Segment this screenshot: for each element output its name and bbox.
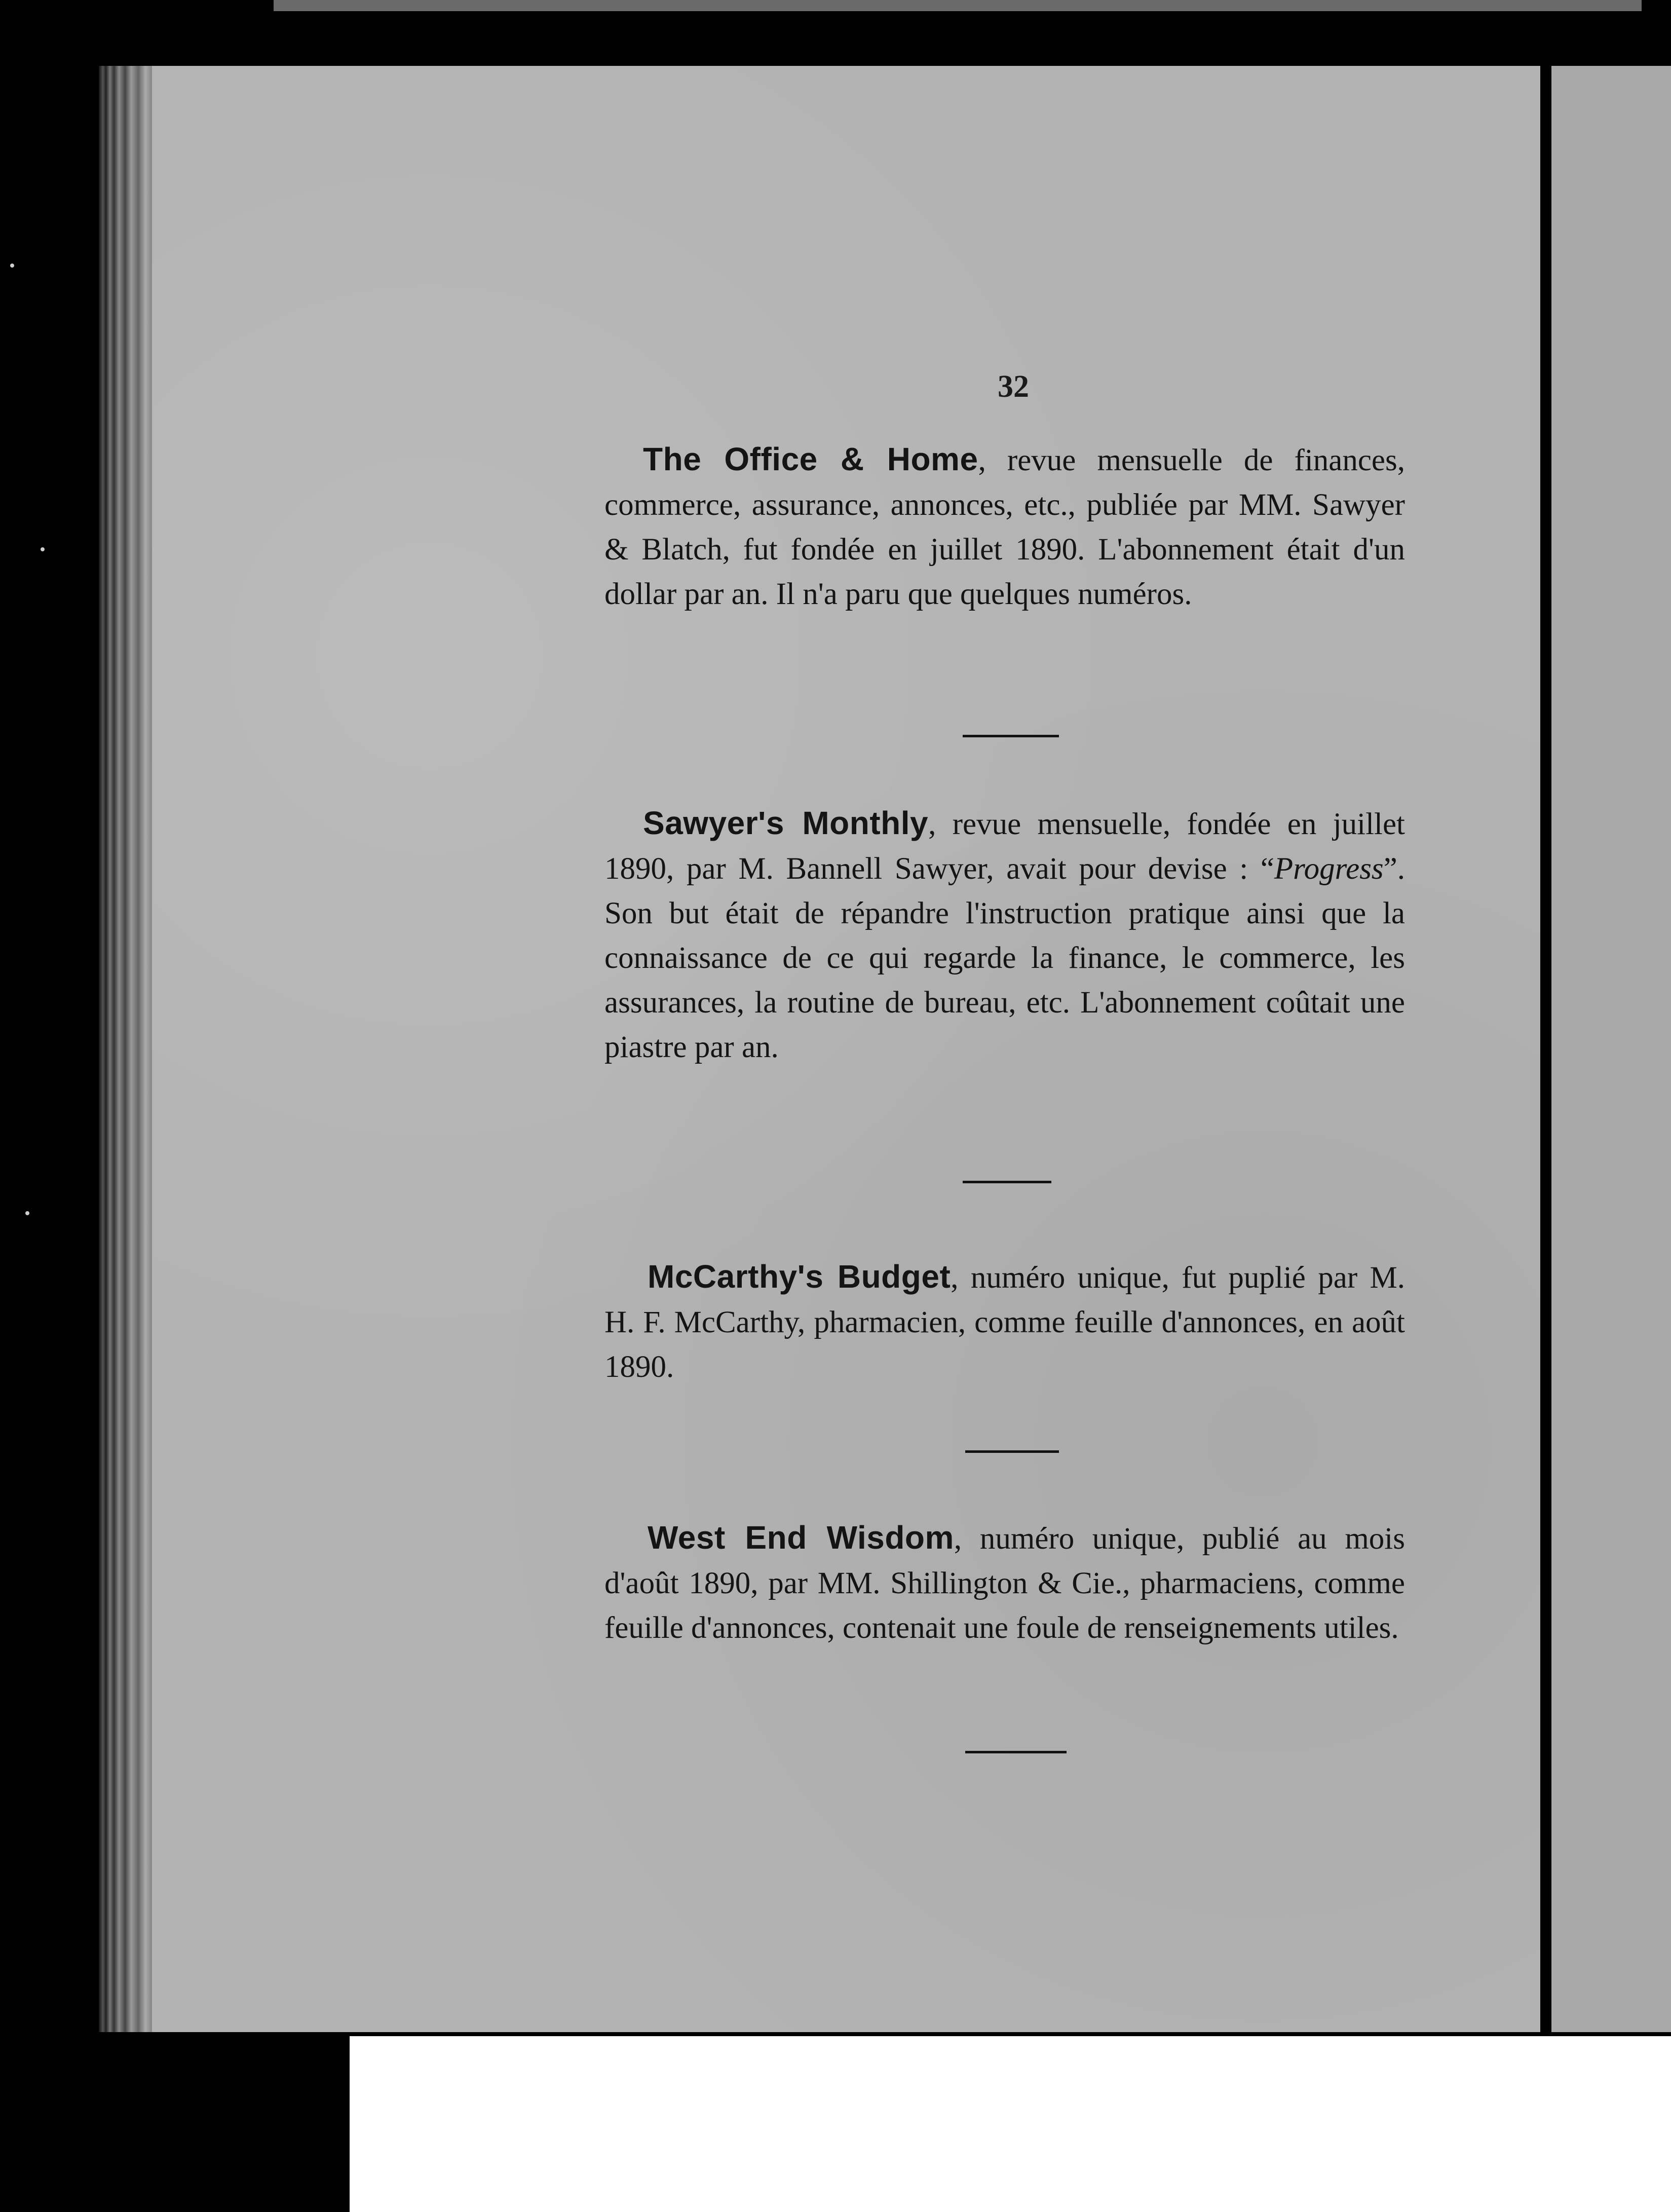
gutter-rule [1540, 66, 1551, 2032]
separator-rule [963, 1181, 1051, 1183]
page-number: 32 [998, 369, 1029, 404]
entry-text: , revue mensuelle, fondée en juillet 1890, par M. Bannell Sawyer, avait pour devise : “ [604, 807, 1406, 886]
separator-rule [965, 1751, 1067, 1753]
entry-title: The Office & Home [643, 441, 978, 477]
separator-rule [963, 735, 1059, 737]
facing-page-edge [1551, 66, 1671, 2032]
entry-text: , numéro unique, publié au mois d'août 1890, par MM. Shillington & Cie., pharmaciens, comme feuille d'annonces, contenait une foule de renseignements utiles. [604, 1522, 1405, 1645]
scan-label-area [350, 2036, 1671, 2212]
entry-sawyers-monthly [604, 801, 1405, 1070]
entry-text: , revue mensuelle de finances, commerce, assurance, annonces, etc., publiée par MM. Sawyer & Blatch, fut fondée en juillet 1890. L'abonnement était d'un dollar par an. Il n'a paru que quelques numéros. [604, 443, 1405, 611]
entry-title: McCarthy's Budget [648, 1258, 951, 1295]
motto: Progress [1274, 852, 1384, 886]
scan-speck [10, 264, 14, 268]
entry-mccarthys-budget [604, 1254, 1405, 1390]
entry-text: , numéro unique, fut puplié par M. H. F. McCarthy, pharmacien, comme feuille d'annonces, en août 1890. [604, 1261, 1406, 1384]
entry-office-home [604, 437, 1405, 617]
entry-text-continued: ”. Son but était de répandre l'instruction pratique ainsi que la connaissance de ce qui regarde la finance, le commerce, les assurances, la routine de bureau, etc. L'abonnement coûtait une piastre par an. [604, 852, 1405, 1064]
entry-title: West End Wisdom [648, 1519, 954, 1556]
scan-speck [41, 547, 45, 551]
scan-top-strip [274, 0, 1642, 11]
entry-title: Sawyer's Monthly [643, 805, 929, 841]
entry-west-end-wisdom [604, 1515, 1405, 1651]
page-edge-shading [99, 66, 160, 2032]
scan-speck [25, 1211, 29, 1215]
separator-rule [965, 1450, 1059, 1453]
